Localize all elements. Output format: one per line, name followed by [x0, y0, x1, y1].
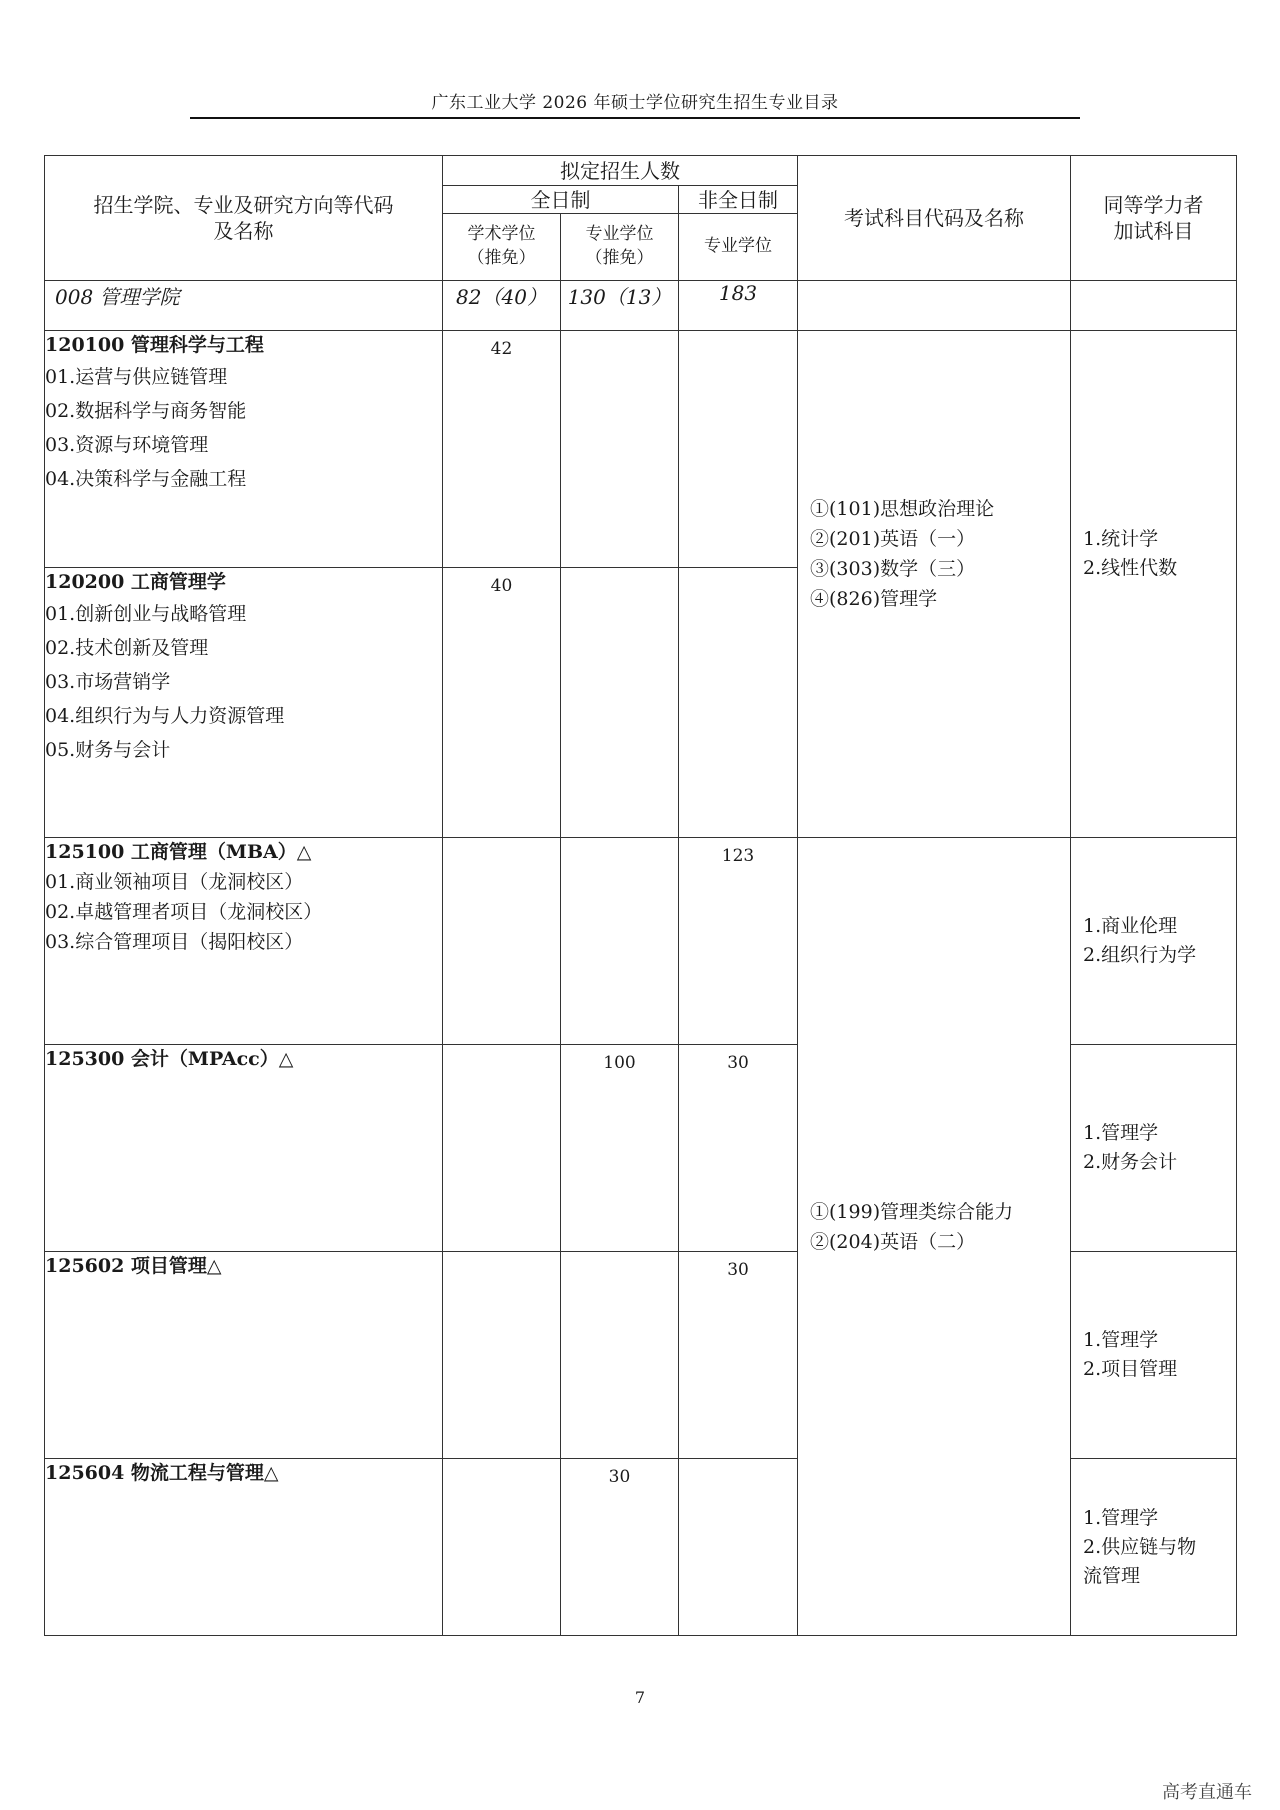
- table-row: [45, 838, 1237, 1045]
- college-name: 008 管理学院: [45, 281, 443, 331]
- admissions-catalog-table: [44, 155, 1237, 1636]
- academic-count: [443, 1459, 561, 1636]
- extra-subjects-cell: [1071, 1252, 1237, 1459]
- part-time-count: [679, 568, 798, 838]
- extra-subjects-cell: [1071, 1459, 1237, 1636]
- direction-item: 05.财务与会计: [45, 739, 171, 762]
- major-cell: [45, 838, 443, 1045]
- major-cell: [45, 568, 443, 838]
- academic-count: 42: [443, 331, 561, 568]
- direction-item: 02.技术创新及管理: [45, 637, 209, 660]
- page-number: 7: [634, 1688, 646, 1707]
- header-part-time: 非全日制: [679, 186, 798, 214]
- header-planned-enrollment: 拟定招生人数: [443, 156, 798, 186]
- major-cell: [45, 1045, 443, 1252]
- major-name: 125300 会计（MPAcc）△: [45, 1048, 294, 1070]
- professional-count: [561, 331, 679, 568]
- direction-item: 04.组织行为与人力资源管理: [45, 705, 285, 728]
- extra-subject: 1.统计学: [1083, 528, 1159, 550]
- exam-subject: ①(199)管理类综合能力: [810, 1200, 1014, 1223]
- direction-item: 03.市场营销学: [45, 671, 171, 694]
- direction-item: 01.创新创业与战略管理: [45, 603, 247, 626]
- extra-subjects-cell: [1071, 331, 1237, 838]
- header-professional-degree: 专业学位: [679, 214, 798, 281]
- title-underline: [190, 117, 1080, 119]
- extra-subject: 1.管理学: [1083, 1122, 1159, 1144]
- watermark-text: 高考直通车: [1162, 1782, 1252, 1803]
- exam-subject: ②(201)英语（一）: [810, 528, 976, 550]
- extra-subject: 2.线性代数: [1083, 557, 1178, 579]
- major-cell: [45, 1252, 443, 1459]
- table-row: [45, 331, 1237, 568]
- direction-item: 02.卓越管理者项目（龙洞校区）: [45, 901, 323, 924]
- exam-subject: ①(101)思想政治理论: [810, 498, 995, 520]
- part-time-count: [679, 1459, 798, 1636]
- header-major: [45, 156, 443, 281]
- professional-count: 100: [561, 1045, 679, 1252]
- document-title: 广东工业大学 2026 年硕士学位研究生招生专业目录: [431, 93, 839, 113]
- direction-item: 01.运营与供应链管理: [45, 366, 228, 389]
- academic-count: [443, 1045, 561, 1252]
- major-name: 125602 项目管理△: [45, 1255, 222, 1277]
- major-name: 120100 管理科学与工程: [45, 334, 264, 356]
- header-professional-degree-exempt: 专业学位（推免）: [561, 214, 679, 281]
- direction-item: 04.决策科学与金融工程: [45, 468, 247, 491]
- part-time-count: 123: [679, 838, 798, 1045]
- college-academic-count: 82（40）: [443, 281, 561, 331]
- extra-subject: 流管理: [1083, 1564, 1141, 1587]
- academic-count: 40: [443, 568, 561, 838]
- major-name: 120200 工商管理学: [45, 571, 226, 593]
- exam-subject: ④(826)管理学: [810, 588, 938, 610]
- professional-count: 30: [561, 1459, 679, 1636]
- extra-subject: 2.组织行为学: [1083, 944, 1197, 966]
- direction-item: 03.资源与环境管理: [45, 434, 209, 457]
- extra-subject: 1.管理学: [1083, 1506, 1159, 1529]
- exam-subject: ③(303)数学（三）: [810, 558, 976, 580]
- exam-subjects-cell: [798, 838, 1071, 1636]
- college-row: [45, 281, 1237, 331]
- academic-count: [443, 1252, 561, 1459]
- direction-item: 02.数据科学与商务智能: [45, 400, 247, 423]
- header-extra-text: 同等学力者加试科目: [1103, 193, 1204, 243]
- part-time-count: 30: [679, 1252, 798, 1459]
- header-major-text: 招生学院、专业及研究方向等代码及名称: [93, 193, 394, 243]
- professional-count: [561, 1252, 679, 1459]
- part-time-count: 30: [679, 1045, 798, 1252]
- professional-count: [561, 838, 679, 1045]
- header-academic-degree: 学术学位（推免）: [443, 214, 561, 281]
- extra-subject: 1.商业伦理: [1083, 915, 1178, 937]
- major-cell: [45, 331, 443, 568]
- professional-count: [561, 568, 679, 838]
- extra-subject: 1.管理学: [1083, 1329, 1159, 1351]
- college-part-time-count: 183: [679, 281, 798, 331]
- direction-item: 03.综合管理项目（揭阳校区）: [45, 931, 304, 954]
- major-name: 125604 物流工程与管理△: [45, 1462, 279, 1484]
- direction-item: 01.商业领袖项目（龙洞校区）: [45, 871, 304, 894]
- part-time-count: [679, 331, 798, 568]
- extra-subjects-cell: [1071, 1045, 1237, 1252]
- extra-subjects-cell: [1071, 838, 1237, 1045]
- exam-subjects-cell: [798, 331, 1071, 838]
- academic-count: [443, 838, 561, 1045]
- extra-subject: 2.项目管理: [1083, 1358, 1178, 1380]
- extra-subject: 2.供应链与物: [1083, 1535, 1197, 1558]
- college-professional-count: 130（13）: [561, 281, 679, 331]
- extra-subject: 2.财务会计: [1083, 1151, 1178, 1173]
- header-exam-subjects: 考试科目代码及名称: [798, 156, 1071, 281]
- header-full-time: 全日制: [443, 186, 679, 214]
- header-extra-subjects: [1071, 156, 1237, 281]
- exam-subject: ②(204)英语（二）: [810, 1230, 976, 1253]
- major-name: 125100 工商管理（MBA）△: [45, 841, 312, 863]
- major-cell: [45, 1459, 443, 1636]
